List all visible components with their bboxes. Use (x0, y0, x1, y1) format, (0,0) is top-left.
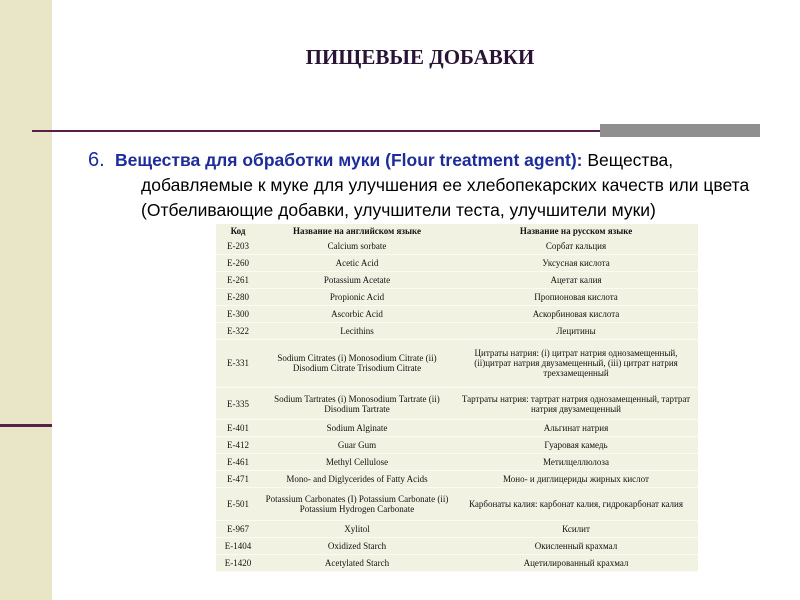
cell-english-name: Potassium Acetate (260, 271, 454, 288)
cell-code: E-1420 (216, 554, 260, 571)
cell-code: E-501 (216, 488, 260, 520)
table-row (216, 471, 698, 488)
cell-english-name: Acetic Acid (260, 254, 454, 271)
cell-english-name: Sodium Alginate (260, 420, 454, 437)
cell-code: E-1404 (216, 537, 260, 554)
additives-table-container (216, 224, 698, 572)
cell-russian-name: Окисленный крахмал (454, 537, 698, 554)
cell-english-name: Lecithins (260, 322, 454, 339)
point-heading: Вещества для обработки муки (Flour treatment agent): (115, 150, 583, 170)
cell-code: E-412 (216, 437, 260, 454)
cell-english-name: Guar Gum (260, 437, 454, 454)
header-english-name: Название на английском языке (292, 226, 421, 236)
table-row (216, 322, 698, 339)
table-row (216, 554, 698, 571)
cell-code: E-300 (216, 305, 260, 322)
table-row (216, 420, 698, 437)
cell-code: E-261 (216, 271, 260, 288)
cell-english-name: Potassium Carbonates (I) Potassium Carbonate (ii) Potassium Hydrogen Carbonate (260, 488, 454, 520)
cell-russian-name: Цитраты натрия: (i) цитрат натрия однозамещенный, (ii)цитрат натрия двузамещенный, (iii) цитрат натрия трехзамещенный (454, 339, 698, 387)
table-row (216, 537, 698, 554)
additives-table (216, 224, 698, 572)
cell-code: E-401 (216, 420, 260, 437)
cell-code: E-280 (216, 288, 260, 305)
cell-russian-name: Сорбат кальция (454, 238, 698, 254)
table-row (216, 520, 698, 537)
cell-code: E-322 (216, 322, 260, 339)
cell-english-name: Sodium Tartrates (i) Monosodium Tartrate (ii) Disodium Tartrate (260, 387, 454, 419)
cell-code: E-967 (216, 520, 260, 537)
table-row (216, 387, 698, 419)
cell-english-name: Oxidized Starch (260, 537, 454, 554)
cell-russian-name: Ацетилированный крахмал (454, 554, 698, 571)
divider-accent-block (600, 124, 760, 137)
cell-russian-name: Ацетат калия (454, 271, 698, 288)
cell-russian-name: Пропионовая кислота (454, 288, 698, 305)
table-row (216, 254, 698, 271)
cell-english-name: Ascorbic Acid (260, 305, 454, 322)
sidebar-accent-line (0, 424, 52, 427)
cell-english-name: Mono- and Diglycerides of Fatty Acids (260, 471, 454, 488)
point-number: 6. (88, 149, 105, 171)
cell-code: E-203 (216, 238, 260, 254)
cell-russian-name: Карбонаты калия: карбонат калия, гидрокарбонат калия (454, 488, 698, 520)
cell-code: E-335 (216, 387, 260, 419)
cell-russian-name: Аскорбиновая кислота (454, 305, 698, 322)
cell-russian-name: Лецитины (454, 322, 698, 339)
table-row (216, 305, 698, 322)
cell-english-name: Acetylated Starch (260, 554, 454, 571)
table-body (216, 238, 698, 572)
cell-code: E-260 (216, 254, 260, 271)
decorative-sidebar (0, 0, 52, 600)
header-russian-name: Название на русском языке (519, 226, 633, 236)
bullet-point (88, 148, 788, 223)
table-row (216, 288, 698, 305)
cell-english-name: Methyl Cellulose (260, 454, 454, 471)
cell-russian-name: Метилцеллюлоза (454, 454, 698, 471)
table-row (216, 339, 698, 387)
cell-code: E-461 (216, 454, 260, 471)
cell-english-name: Propionic Acid (260, 288, 454, 305)
cell-russian-name: Моно- и диглицериды жирных кислот (454, 471, 698, 488)
cell-code: E-471 (216, 471, 260, 488)
cell-russian-name: Уксусная кислота (454, 254, 698, 271)
point-text: Вещества, добавляемые к муке для улучшения ее хлебопекарских качеств или цвета (Отбеливающие добавки, улучшители теста, улучшители муки) (141, 150, 750, 220)
cell-english-name: Sodium Citrates (i) Monosodium Citrate (ii) Disodium Citrate Trisodium Citrate (260, 339, 454, 387)
cell-russian-name: Ксилит (454, 520, 698, 537)
table-row (216, 437, 698, 454)
table-row (216, 488, 698, 520)
cell-russian-name: Гуаровая камедь (454, 437, 698, 454)
point-body (88, 148, 788, 223)
cell-russian-name: Альгинат натрия (454, 420, 698, 437)
cell-english-name: Calcium sorbate (260, 238, 454, 254)
cell-code: E-331 (216, 339, 260, 387)
header-code: Код (230, 226, 246, 236)
slide-title: ПИЩЕВЫЕ ДОБАВКИ (305, 45, 535, 69)
cell-english-name: Xylitol (260, 520, 454, 537)
table-row (216, 454, 698, 471)
table-row (216, 238, 698, 254)
table-row (216, 271, 698, 288)
cell-russian-name: Тартраты натрия: тартрат натрия однозамещенный, тартрат натрия двузамещенный (454, 387, 698, 419)
table-header-row (216, 224, 698, 238)
